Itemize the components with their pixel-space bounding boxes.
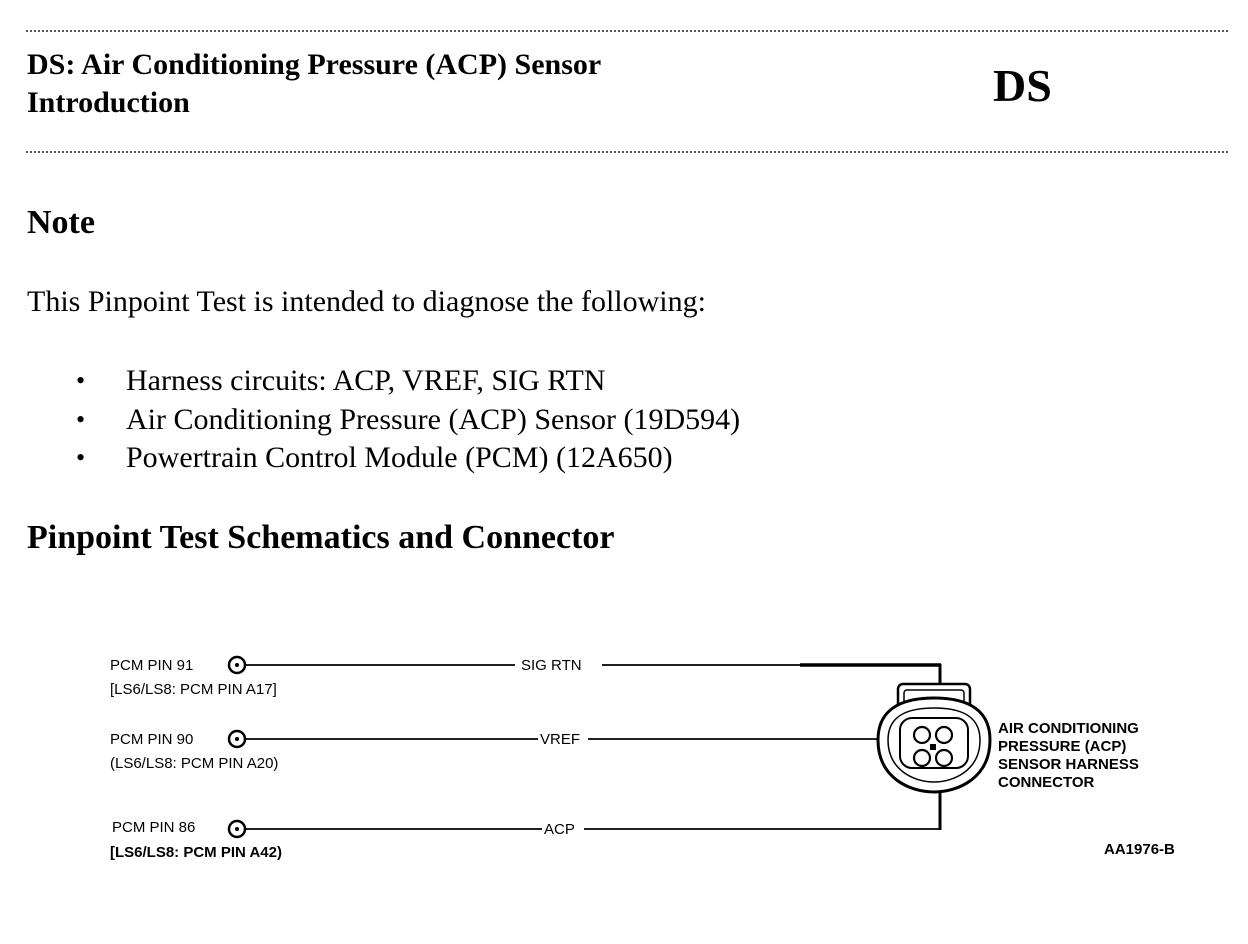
bullet-icon: • <box>76 366 86 395</box>
connector-label-line: CONNECTOR <box>998 774 1095 791</box>
connector-label-line: PRESSURE (ACP) <box>998 738 1127 755</box>
pin-terminal-dot <box>235 737 239 741</box>
note-heading: Note <box>27 204 95 241</box>
figure-id: AA1976-B <box>1104 841 1175 858</box>
wiring-schematic <box>0 600 1248 890</box>
circuit-label: ACP <box>544 821 575 838</box>
bullet-icon: • <box>76 404 86 434</box>
header-bottom-rule <box>26 151 1228 153</box>
pin-label: PCM PIN 91 <box>110 657 194 674</box>
connector-label-line: SENSOR HARNESS <box>998 756 1139 773</box>
circuit-label: VREF <box>540 731 581 748</box>
pin-alt-label: [LS6/LS8: PCM PIN A42) <box>110 844 282 861</box>
list-item <box>76 362 740 401</box>
bullet-icon: • <box>76 443 86 472</box>
pin-alt-label: [LS6/LS8: PCM PIN A17] <box>110 681 277 698</box>
list-item-text: Harness circuits: ACP, VREF, SIG RTN <box>126 364 606 397</box>
schematics-heading: Pinpoint Test Schematics and Connector <box>27 519 615 556</box>
pin-label: PCM PIN 86 <box>112 819 196 836</box>
list-item-text: Powertrain Control Module (PCM) (12A650) <box>126 441 673 474</box>
page-title <box>27 46 601 122</box>
diagnosis-list <box>76 362 740 478</box>
header-top-rule <box>26 30 1228 32</box>
list-item <box>76 401 740 440</box>
section-badge: DS <box>993 60 1052 111</box>
list-item-text: Air Conditioning Pressure (ACP) Sensor (19D594) <box>126 402 741 436</box>
pin-label: PCM PIN 90 <box>110 731 194 748</box>
pin-terminal-dot <box>235 663 239 667</box>
intro-text: This Pinpoint Test is intended to diagnose the following: <box>27 285 706 318</box>
pin-alt-label: (LS6/LS8: PCM PIN A20) <box>110 755 279 772</box>
harness-connector-icon <box>878 684 990 792</box>
pin-terminal-dot <box>235 827 239 831</box>
page-title-line-1: DS: Air Conditioning Pressure (ACP) Sensor <box>27 48 602 81</box>
list-item <box>76 439 740 478</box>
circuit-label: SIG RTN <box>521 657 582 674</box>
connector-label-line: AIR CONDITIONING <box>998 720 1139 737</box>
page-title-line-2: Introduction <box>27 86 190 119</box>
